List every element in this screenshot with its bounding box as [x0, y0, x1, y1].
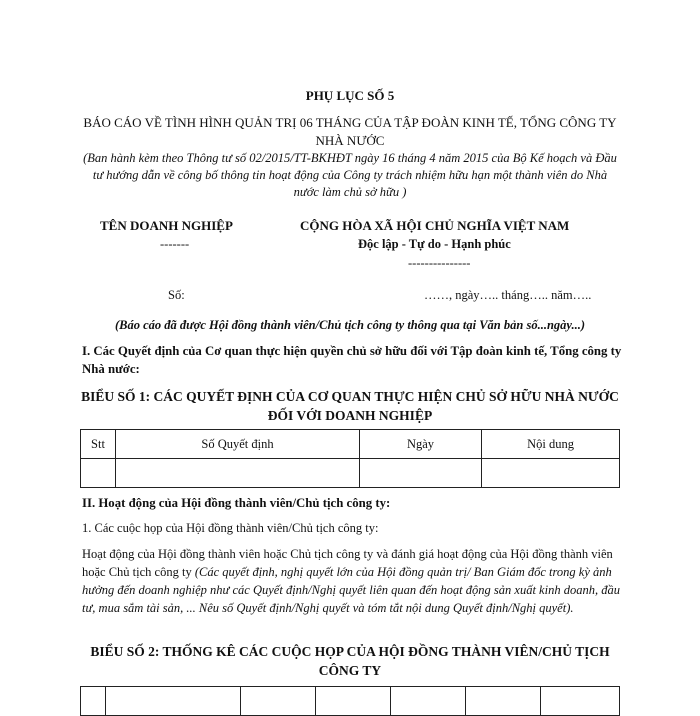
- motto-divider: ---------------: [408, 256, 471, 270]
- section-2-heading: II. Hoạt động của Hội đồng thành viên/Chủ tịch công ty:: [82, 496, 391, 510]
- table-header-cell: Stt: [81, 430, 116, 459]
- nation-heading: CỘNG HÒA XÃ HỘI CHỦ NGHĨA VIỆT NAM: [300, 218, 570, 233]
- table-header-cell: [241, 687, 316, 716]
- table-header-cell: [466, 687, 541, 716]
- section-1-heading: I. Các Quyết định của Cơ quan thực hiện quyền chủ sở hữu đối với Tập đoàn kinh tế, Tổng công ty Nhà nước:: [82, 344, 622, 376]
- form-2-title: BIỂU SỐ 2: THỐNG KÊ CÁC CUỘC HỌP CỦA HỘI ĐỒNG THÀNH VIÊN/CHỦ TỊCH CÔNG TY: [90, 644, 610, 678]
- table-header-cell: [391, 687, 466, 716]
- report-title: BÁO CÁO VỀ TÌNH HÌNH QUẢN TRỊ 06 THÁNG CỦA TẬP ĐOÀN KINH TẾ, TỔNG CÔNG TY NHÀ NƯỚC: [83, 115, 617, 148]
- appendix-title: PHỤ LỤC SỐ 5: [305, 88, 395, 103]
- org-name: TÊN DOANH NGHIỆP: [100, 218, 233, 233]
- table-header-cell: [316, 687, 391, 716]
- table-row: [81, 459, 620, 488]
- table-header-cell: [541, 687, 620, 716]
- table-header-cell: Ngày: [360, 430, 482, 459]
- decisions-table: [80, 429, 620, 488]
- org-divider: -------: [160, 237, 190, 251]
- paragraph-italic-text: (Các quyết định, nghị quyết lớn của Hội đồng quản trị/ Ban Giám đốc trong kỳ ảnh hưởng đến doanh nghiệp như các Quyết định/Nghị quyết liên quan đến hoạt động sản xuất kinh doanh, đầu tư, mua sắm tài sản, ... Nêu số Quyết định/Nghị quyết và tóm tắt nội dung Quyết định/Nghị quyết).: [82, 565, 620, 615]
- paragraph-text: Hoạt động của Hội đồng thành viên hoặc Chủ tịch công ty và đánh giá hoạt động của Hội đồng thành viên hoặc Chủ tịch công ty: [82, 547, 613, 579]
- issued-note: (Ban hành kèm theo Thông tư số 02/2015/TT-BKHĐT ngày 16 tháng 4 năm 2015 của Bộ Kế hoạch và Đầu tư hướng dẫn về công bố thông tin hoạt động của Công ty trách nhiệm hữu hạn một thành viên do Nhà nước làm chủ sở hữu ): [83, 151, 617, 199]
- table-header-cell: Nội dung: [482, 430, 620, 459]
- meetings-table: [80, 686, 620, 716]
- table-cell: [360, 459, 482, 488]
- table-header-cell: Số Quyết định: [116, 430, 360, 459]
- approval-note: (Báo cáo đã được Hội đồng thành viên/Chủ tịch công ty thông qua tại Văn bản số...ngày...): [114, 318, 586, 332]
- table-header-row: [81, 430, 620, 459]
- document-number-label: Số:: [168, 288, 185, 302]
- national-motto: Độc lập - Tự do - Hạnh phúc: [358, 237, 511, 251]
- table-header-cell: [81, 687, 106, 716]
- table-cell: [81, 459, 116, 488]
- table-cell: [116, 459, 360, 488]
- date-line: ……, ngày….. tháng….. năm…..: [424, 288, 592, 302]
- table-header-cell: [106, 687, 241, 716]
- section-2-subheading: 1. Các cuộc họp của Hội đồng thành viên/Chủ tịch công ty:: [82, 521, 379, 535]
- form-1-title: BIỂU SỐ 1: CÁC QUYẾT ĐỊNH CỦA CƠ QUAN THỰC HIỆN CHỦ SỞ HỮU NHÀ NƯỚC ĐỐI VỚI DOANH NGHIỆP: [81, 389, 619, 423]
- table-cell: [482, 459, 620, 488]
- table-header-row: [81, 687, 620, 716]
- section-2-paragraph: [82, 545, 622, 617]
